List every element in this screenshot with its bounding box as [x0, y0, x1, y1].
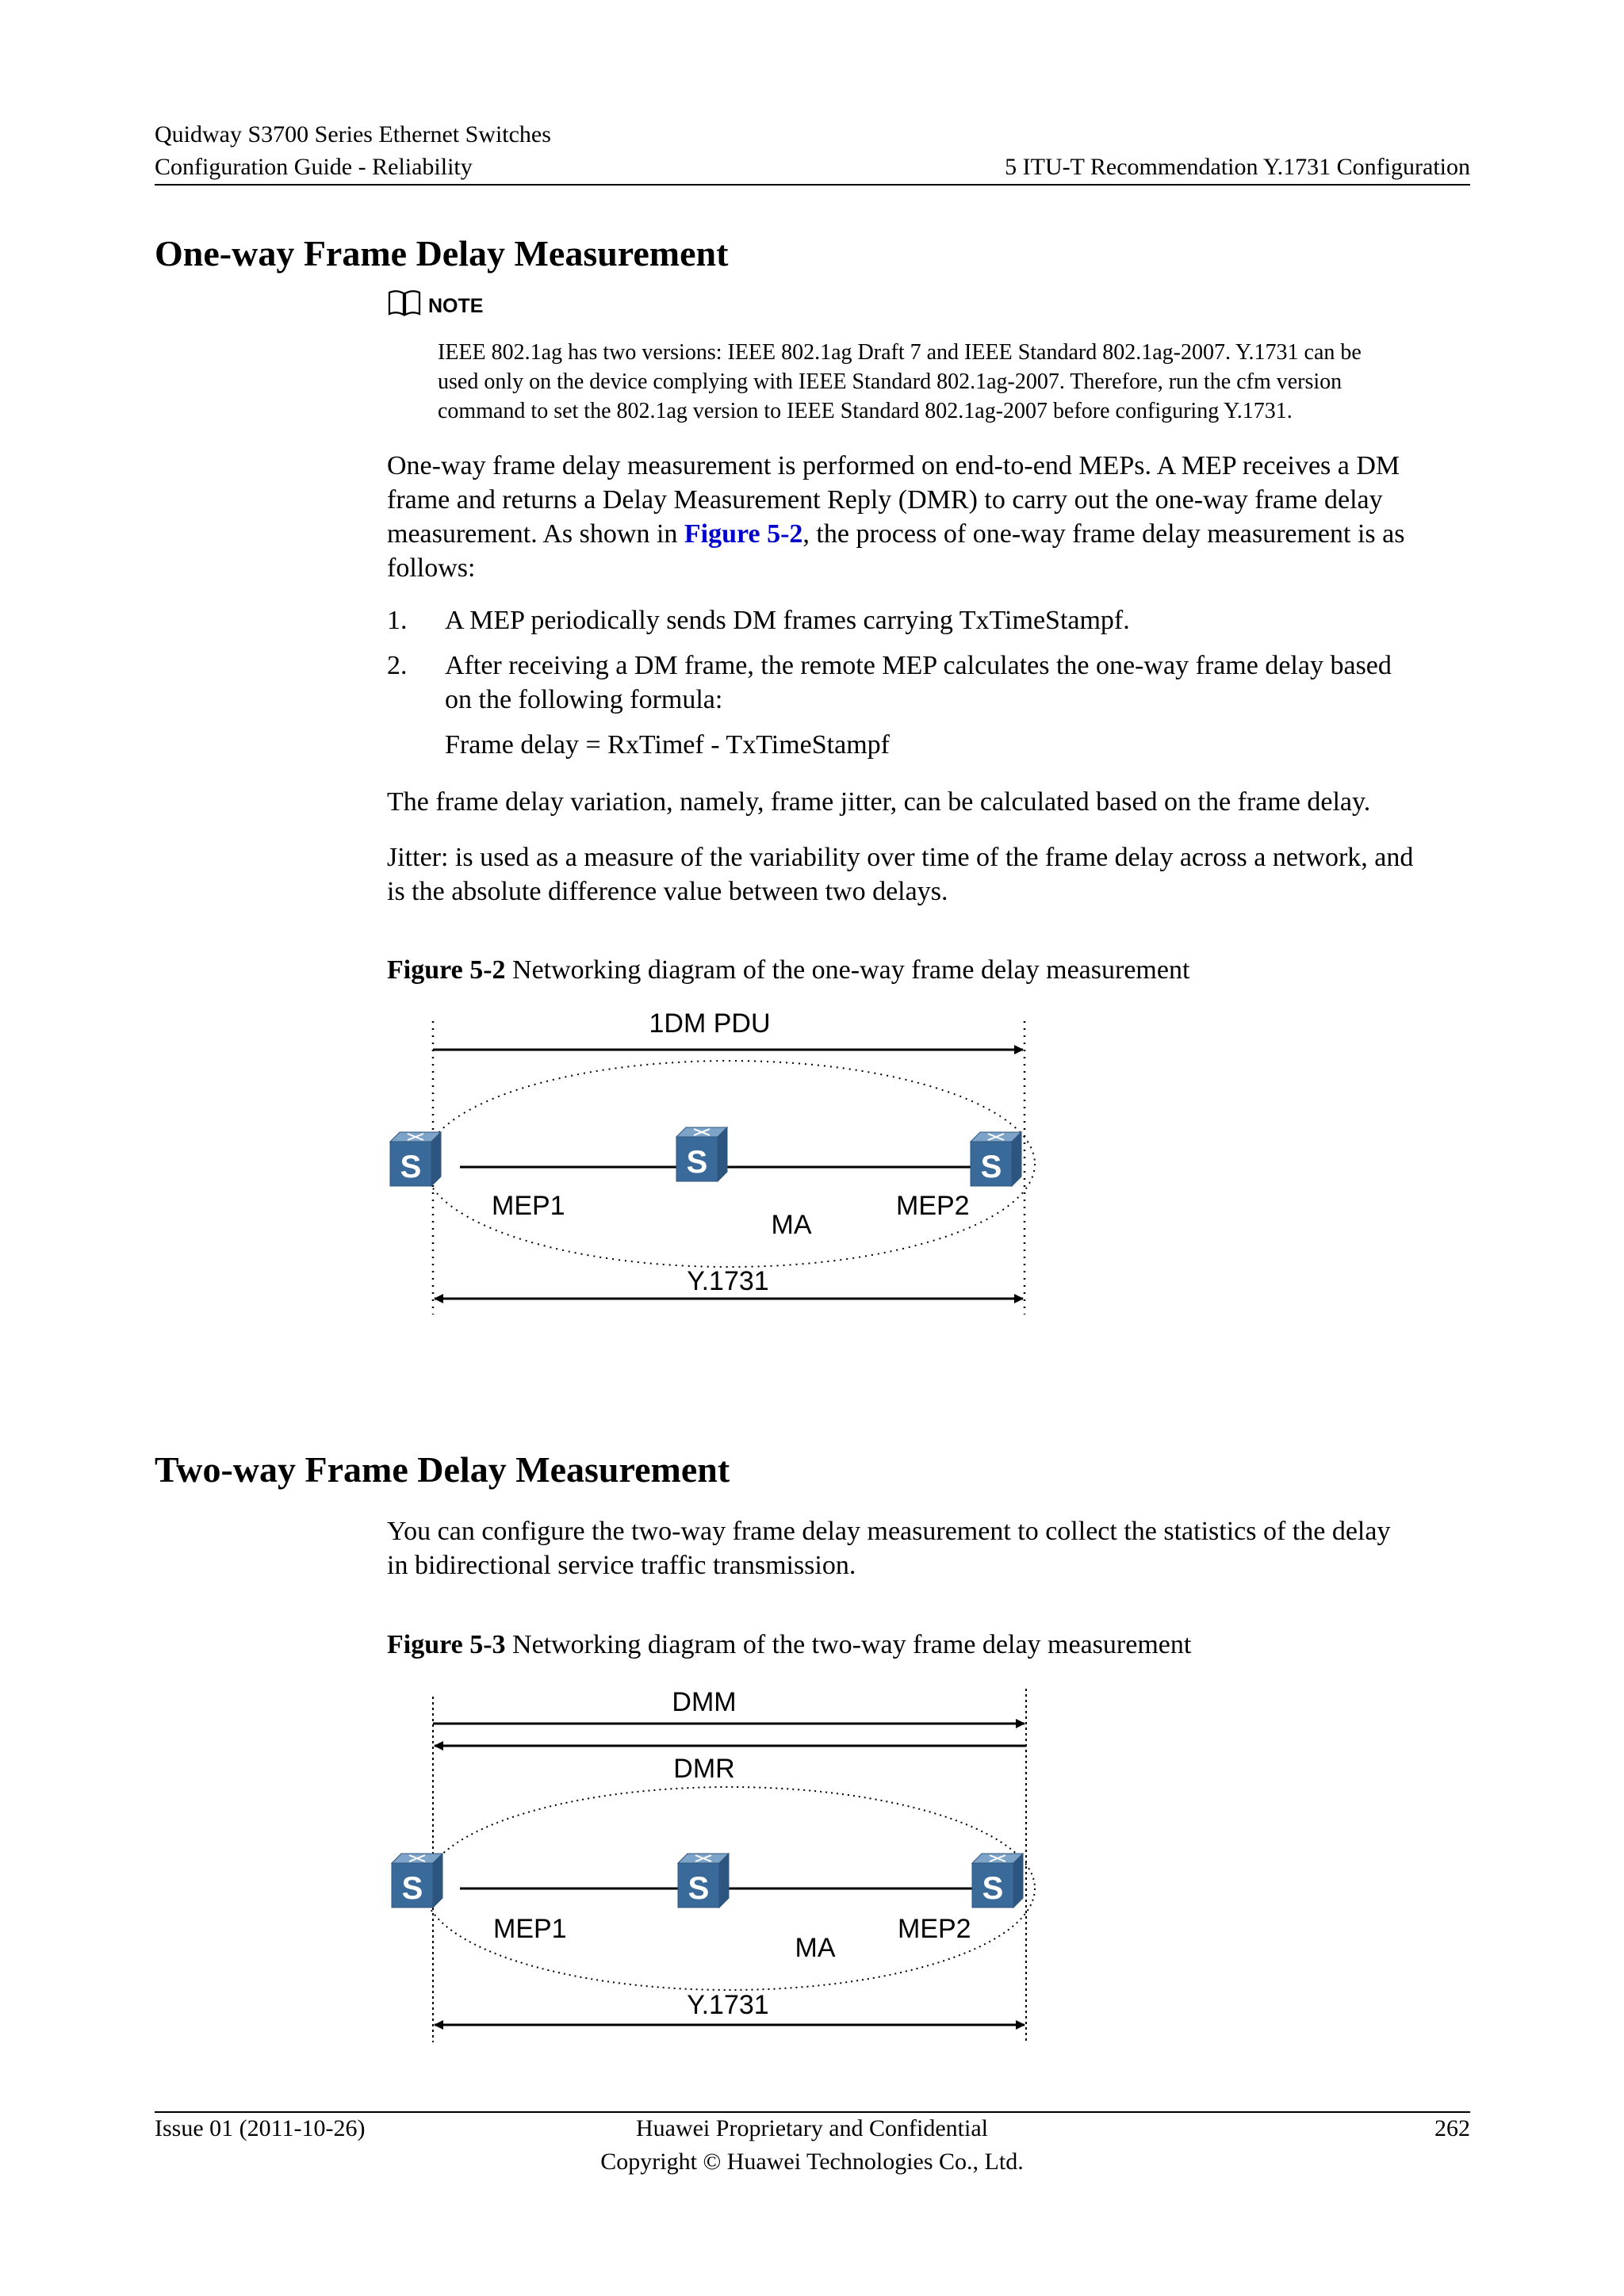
footer-line: Copyright © Huawei Technologies Co., Ltd.: [600, 2149, 1024, 2175]
step-number: 2.: [387, 651, 408, 680]
intro-paragraph: [387, 449, 1481, 585]
y1731-label: Y.1731: [687, 1266, 769, 1296]
figure-5-2-diagram: [365, 991, 1094, 1324]
figure-5-3-caption: [387, 1628, 1191, 1662]
note-line: used only on the device complying with IEEE Standard 802.1ag-2007. Therefore, run the cfm version: [438, 369, 1342, 394]
ma-label: MA: [771, 1210, 812, 1240]
note-line: IEEE 802.1ag has two versions: IEEE 802.1ag Draft 7 and IEEE Standard 802.1ag-2007. Y.1731 can be: [438, 340, 1362, 365]
ma-label: MA: [795, 1933, 836, 1963]
figure-caption-text: Networking diagram of the one-way frame delay measurement: [505, 955, 1190, 985]
paragraph-line: You can configure the two-way frame delay measurement to collect the statistics of the delay: [387, 1517, 1391, 1546]
paragraph-line: follows:: [387, 553, 476, 583]
figure-number: Figure 5-2: [387, 955, 506, 985]
switch-mep1: [392, 1854, 442, 1908]
formula: Frame delay = RxTimef - TxTimeStampf: [445, 730, 890, 760]
jitter-paragraph: [387, 840, 1481, 909]
page-number: 262: [1434, 2115, 1470, 2141]
mep1-label: MEP1: [492, 1191, 565, 1221]
figure-number: Figure 5-3: [387, 1630, 506, 1659]
switch-mep2: [971, 1132, 1021, 1186]
footer-copyright: [0, 2145, 1624, 2179]
footer-confidential: [0, 2112, 1624, 2145]
switch-letter: S: [982, 1871, 1004, 1906]
mep2-label: MEP2: [896, 1191, 970, 1221]
paragraph-line: frame and returns a Delay Measurement Reply (DMR) to carry out the one-way frame delay: [387, 485, 1383, 515]
ma-ellipse: [424, 1061, 1035, 1267]
mep2-label: MEP2: [898, 1914, 971, 1944]
figure-5-3-diagram: [365, 1681, 1094, 2053]
paragraph-line: is the absolute difference value between two delays.: [387, 877, 948, 906]
paragraph-line: [387, 517, 1481, 551]
paragraph-line: Jitter: is used as a measure of the variability over time of the frame delay across a network, and: [387, 843, 1414, 872]
jitter-intro: The frame delay variation, namely, frame jitter, can be calculated based on the frame delay.: [387, 787, 1371, 817]
two-way-intro: [387, 1514, 1481, 1582]
switch-intermediate: [676, 1127, 727, 1181]
step-line: on the following formula:: [445, 685, 723, 714]
note-label: NOTE: [428, 295, 484, 317]
section-title-one-way: One-way Frame Delay Measurement: [155, 233, 729, 274]
switch-mep1: [390, 1132, 441, 1186]
header-guide: Configuration Guide - Reliability: [155, 154, 473, 180]
y1731-label: Y.1731: [687, 1990, 769, 2020]
switch-intermediate: [678, 1854, 729, 1908]
mep1-label: MEP1: [493, 1914, 567, 1944]
step-number: 1.: [387, 606, 408, 635]
paragraph-line: in bidirectional service traffic transmission.: [387, 1551, 856, 1580]
dmm-label: DMM: [672, 1687, 737, 1717]
header-product: Quidway S3700 Series Ethernet Switches: [155, 121, 551, 147]
switch-letter: S: [401, 1871, 423, 1906]
book-icon: [387, 289, 422, 317]
text-span: , the process of one-way frame delay measurement is as: [802, 519, 1405, 549]
figure-caption-text: Networking diagram of the two-way frame delay measurement: [505, 1630, 1192, 1659]
header-chapter: 5 ITU-T Recommendation Y.1731 Configuration: [1005, 154, 1470, 180]
figure-5-2-link[interactable]: Figure 5-2: [684, 519, 803, 549]
figure-5-2-caption: [387, 953, 1189, 987]
pdu-label: 1DM PDU: [649, 1008, 771, 1039]
footer-issue: Issue 01 (2011-10-26): [155, 2115, 366, 2141]
step-text: A MEP periodically sends DM frames carrying TxTimeStampf.: [445, 606, 1130, 635]
switch-letter: S: [688, 1871, 710, 1906]
step-text: [445, 649, 1476, 762]
footer-line: Huawei Proprietary and Confidential: [635, 2115, 989, 2141]
dmr-label: DMR: [673, 1754, 735, 1784]
header-rule: [155, 184, 1470, 186]
switch-letter: S: [400, 1150, 422, 1184]
switch-letter: S: [686, 1145, 708, 1180]
step-line: After receiving a DM frame, the remote MEP calculates the one-way frame delay based: [445, 651, 1392, 680]
note-text: [438, 338, 1477, 426]
text-span: measurement. As shown in: [387, 519, 684, 549]
switch-letter: S: [980, 1150, 1002, 1184]
switch-mep2: [972, 1854, 1023, 1908]
section-title-two-way: Two-way Frame Delay Measurement: [155, 1449, 730, 1490]
note-line: command to set the 802.1ag version to IEEE Standard 802.1ag-2007 before configuring Y.1731.: [438, 399, 1293, 423]
paragraph-line: One-way frame delay measurement is performed on end-to-end MEPs. A MEP receives a DM: [387, 451, 1400, 480]
